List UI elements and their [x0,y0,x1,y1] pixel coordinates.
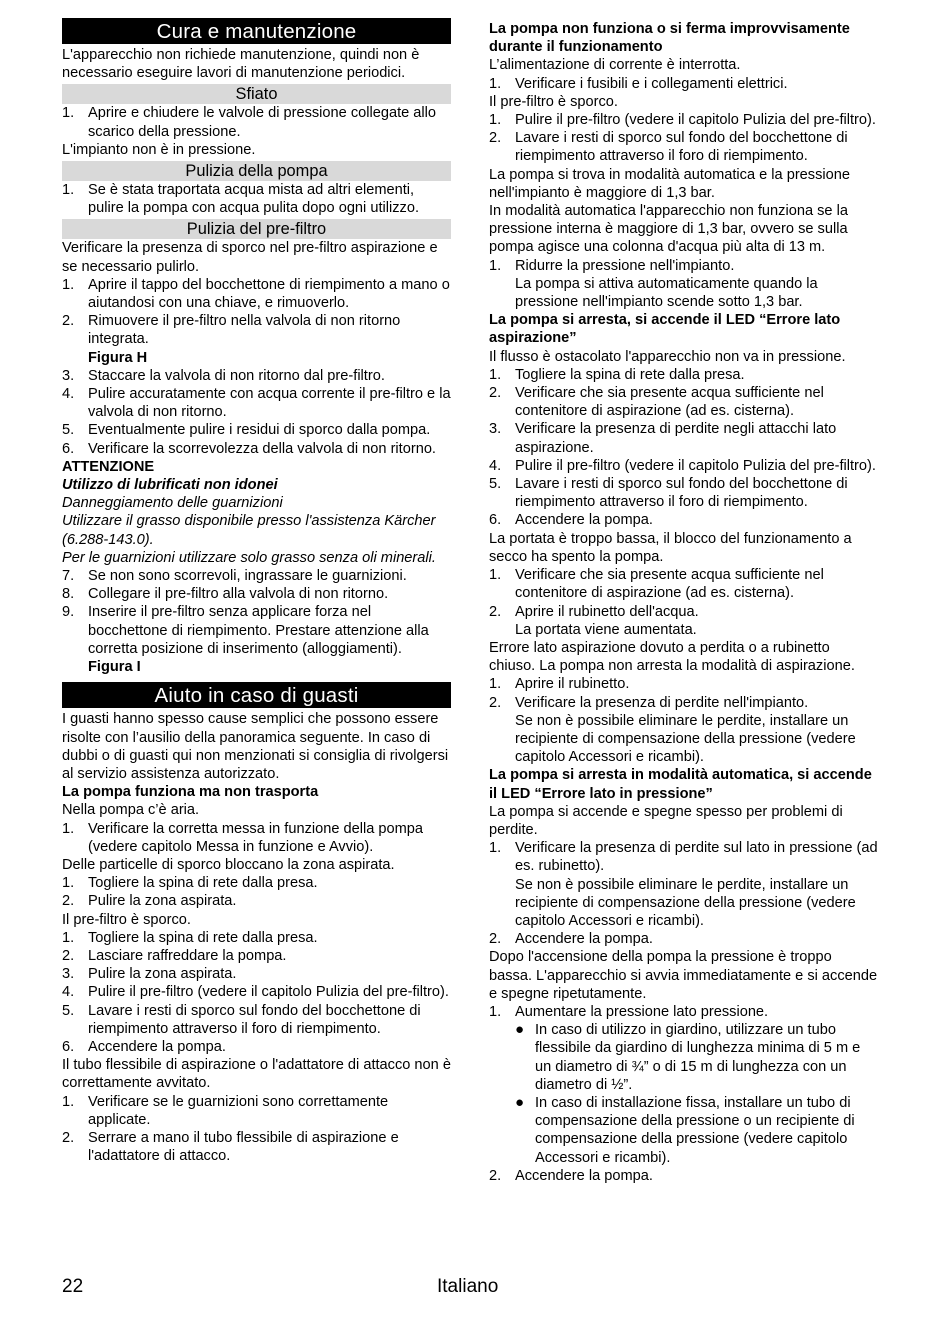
list-item: 6. Accendere la pompa. [489,512,653,529]
cause-text: L’alimentazione di corrente è interrotta. [489,57,741,74]
steps-list [62,874,451,910]
cause-text: La pompa si accende e spegne spesso per problemi di perdite. [489,803,843,838]
list-item: 1. Verificare se le guarnizioni sono correttamente applicate. [62,1093,389,1128]
list-item: 1. Aprire il rubinetto. [489,676,630,693]
cause-text: Il pre-filtro è sporco. [489,93,618,110]
heading-pulizia-pompa: Pulizia della pompa [62,161,451,181]
list-item: 2. Rimuovere il pre-filtro nella valvola di non ritorno integrata. [62,313,401,348]
figure-ref-i: Figura I [88,659,141,676]
steps-list [489,366,878,530]
steps-list [489,839,878,948]
figure-ref-h: Figura H [88,349,148,366]
list-item: 3. Verificare la presenza di perdite negli attacchi lato aspirazione. [489,421,837,456]
heading-non-trasporta: La pompa funziona ma non trasporta [62,784,319,801]
cause-text: Dopo l'accensione della pompa la pressione è troppo bassa. L'apparecchio si avvia immediatamente e si accende e spegne ripetutamente. [489,949,878,1002]
cause-text: Delle particelle di sporco bloccano la zona aspirata. [62,856,395,873]
list-item: 1. Verificare la presenza di perdite sul lato in pressione (ad es. rubinetto). Se non è possibile eliminare le perdite, installare un recipiente di compensazione della pressione (vedere capitolo Accessori e ricambi). [489,840,878,929]
bullet-dot-icon: ● [515,1021,525,1039]
list-item: 2. Lavare i resti di sporco sul fondo del bocchettone di riempimento attraverso il foro di riempimento. [489,130,848,165]
list-item: 2. Pulire la zona aspirata. [62,893,237,910]
attention-line: Per le guarnizioni utilizzare solo grasso senza oli minerali. [62,549,436,566]
list-item: 7. Se non sono scorrevoli, ingrassare le guarnizioni. [62,568,407,585]
list-item: 1. Togliere la spina di rete dalla presa. [62,875,318,892]
list-item: 1. Aprire il tappo del bocchettone di riempimento a mano o aiutandosi con una chiave, e rimuoverlo. [62,276,450,312]
bullet-item: ● In caso di utilizzo in giardino, utilizzare un tubo flessibile da giardino di lunghezza minima di 5 m e un diametro di ¾” o di 15 m di lunghezza con un diametro di ½”. [515,1021,861,1093]
cause-text: In modalità automatica l'apparecchio non funziona se la pressione interna è maggiore di 1,3 bar, ovvero se sulla pompa agisce una colonna d'acqua più alta di 13 m. [489,203,848,256]
steps-list [489,675,878,766]
sfiato-steps [62,104,451,140]
cause-text: Il tubo flessibile di aspirazione o l'adattatore di attacco non è correttamente avvitato. [62,1057,451,1092]
list-item: 3. Pulire la zona aspirata. [62,966,237,983]
section-title-cura: Cura e manutenzione [62,18,451,44]
list-item: 4. Pulire il pre-filtro (vedere il capitolo Pulizia del pre-filtro). [62,984,449,1001]
cause-text: La portata è troppo bassa, il blocco del funzionamento a secco ha spento la pompa. [489,530,852,565]
list-item: 2. Serrare a mano il tubo flessibile di aspirazione e l'adattatore di attacco. [62,1129,399,1165]
list-item: 1. Togliere la spina di rete dalla presa. [489,366,745,383]
footer-language: Italiano [437,1276,499,1297]
list-item: 1. Se è stata traportata acqua mista ad altri elementi, pulire la pompa con acqua pulita dopo ogni utilizzo. [62,182,420,217]
cause-text: Il pre-filtro è sporco. [62,911,191,928]
attention-label: ATTENZIONE [62,458,155,475]
list-item: 2. Accendere la pompa. [489,1167,653,1184]
steps-list [489,75,878,93]
list-item: 2. Aprire il rubinetto dell'acqua. La portata viene aumentata. [489,603,699,638]
heading-errore-pressione: La pompa si arresta in modalità automatica, si accende il LED “Errore lato in pressione” [489,767,872,802]
steps-list [489,111,878,166]
list-item: 4. Pulire il pre-filtro (vedere il capitolo Pulizia del pre-filtro). [489,457,876,474]
list-item [62,658,451,676]
list-item: 3. Staccare la valvola di non ritorno dal pre-filtro. [62,367,385,384]
section-title-guasti: Aiuto in caso di guasti [62,682,451,708]
cause-text: La pompa si trova in modalità automatica e la pressione nell'impianto è maggiore di 1,3 bar. [489,166,850,201]
list-item: 5. Lavare i resti di sporco sul fondo del bocchettone di riempimento attraverso il foro di riempimento. [62,1002,421,1037]
left-column [62,18,451,1165]
list-item: 6. Verificare la scorrevolezza della valvola di non ritorno. [62,440,436,457]
list-item: 1. Pulire il pre-filtro (vedere il capitolo Pulizia del pre-filtro). [489,112,876,129]
list-item: 1. Verificare la corretta messa in funzione della pompa (vedere capitolo Messa in funzione e Avvio). [62,820,424,855]
list-item: 1. Togliere la spina di rete dalla presa. [62,929,318,946]
heading-non-funziona: La pompa non funziona o si ferma improvvisamente durante il funzionamento [489,21,850,56]
list-item: 5. Lavare i resti di sporco sul fondo del bocchettone di riempimento attraverso il foro di riempimento. [489,476,848,511]
list-item: 1. Aprire e chiudere le valvole di pressione collegate allo scarico della pressione. [62,105,437,140]
bullet-item: ● In caso di installazione fissa, installare un tubo di compensazione della pressione o un recipiente di compensazione della pressione (vedere capitolo Accessori e ricambi). [515,1093,855,1166]
list-item: 1. Verificare i fusibili e i collegamenti elettrici. [489,75,788,92]
steps-list [62,1093,451,1166]
intro-text: L'apparecchio non richiede manutenzione, quindi non è necessario eseguire lavori di manutenzione periodici. [62,47,420,82]
list-item: 2. Accendere la pompa. [489,931,653,948]
list-item: 6. Accendere la pompa. [62,1038,226,1055]
cause-text: Il flusso è ostacolato l'apparecchio non va in pressione. [489,348,846,365]
steps-list [62,820,451,856]
pulizia-pompa-steps [62,181,451,217]
heading-errore-aspirazione: La pompa si arresta, si accende il LED “Errore lato aspirazione” [489,312,841,347]
steps-list [489,1003,878,1021]
list-item: 2. Lasciare raffreddare la pompa. [62,947,287,964]
list-item: 1. Aumentare la pressione lato pressione. [489,1003,769,1020]
steps-list [62,929,451,1056]
list-item: 2. Verificare che sia presente acqua sufficiente nel contenitore di aspirazione (ad es. cisterna). [489,385,824,420]
list-item [62,349,451,367]
cause-text: Errore lato aspirazione dovuto a perdita o a rubinetto chiuso. La pompa non arresta la modalità di aspirazione. [489,639,855,675]
attention-line: Utilizzare il grasso disponibile presso l'assistenza Kärcher (6.288-143.0). [62,513,436,548]
steps-list [489,566,878,639]
guasti-intro: I guasti hanno spesso cause semplici che possono essere risolte con l’ausilio della panoramica seguente. In caso di dubbi o di guasti qui non menzionati si consiglia di rivolgersi al servizio assistenza autorizzato. [62,711,449,782]
attention-title: Utilizzo di lubrificati non idonei [62,477,278,494]
heading-pulizia-filtro: Pulizia del pre-filtro [62,219,451,239]
list-item: 2. Verificare la presenza di perdite nell'impianto. Se non è possibile eliminare le perdite, installare un recipiente di compensazione della pressione (vedere capitolo Accessori e ricambi). [489,694,856,766]
page-number: 22 [62,1276,84,1297]
steps-list [489,257,878,312]
list-item: 1. Verificare che sia presente acqua sufficiente nel contenitore di aspirazione (ad es. cisterna). [489,567,824,602]
pulizia-filtro-steps-a [62,276,451,458]
attention-line: Danneggiamento delle guarnizioni [62,495,283,512]
sfiato-after: L'impianto non è in pressione. [62,141,256,158]
list-item: 1. Ridurre la pressione nell'impianto. La pompa si attiva automaticamente quando la pressione nell'impianto scende sotto 1,3 bar. [489,257,818,311]
list-item: 9. Inserire il pre-filtro senza applicare forza nel bocchettone di riempimento. Prestare attenzione alla corretta posizione di inserimento (alloggiamenti). [62,604,429,657]
pulizia-filtro-steps-c [62,567,451,676]
bullet-list [489,1021,878,1167]
heading-sfiato: Sfiato [62,84,451,104]
steps-list [489,1167,878,1185]
bullet-dot-icon: ● [515,1093,525,1111]
right-column [489,20,878,1185]
list-item: 5. Eventualmente pulire i residui di sporco dalla pompa. [62,422,431,439]
cause-text: Nella pompa c’è aria. [62,802,200,819]
pulizia-filtro-intro: Verificare la presenza di sporco nel pre-filtro aspirazione e se necessario pulirlo. [62,240,438,275]
list-item: 4. Pulire accuratamente con acqua corrente il pre-filtro e la valvola di non ritorno. [62,386,451,421]
list-item: 8. Collegare il pre-filtro alla valvola di non ritorno. [62,586,389,603]
